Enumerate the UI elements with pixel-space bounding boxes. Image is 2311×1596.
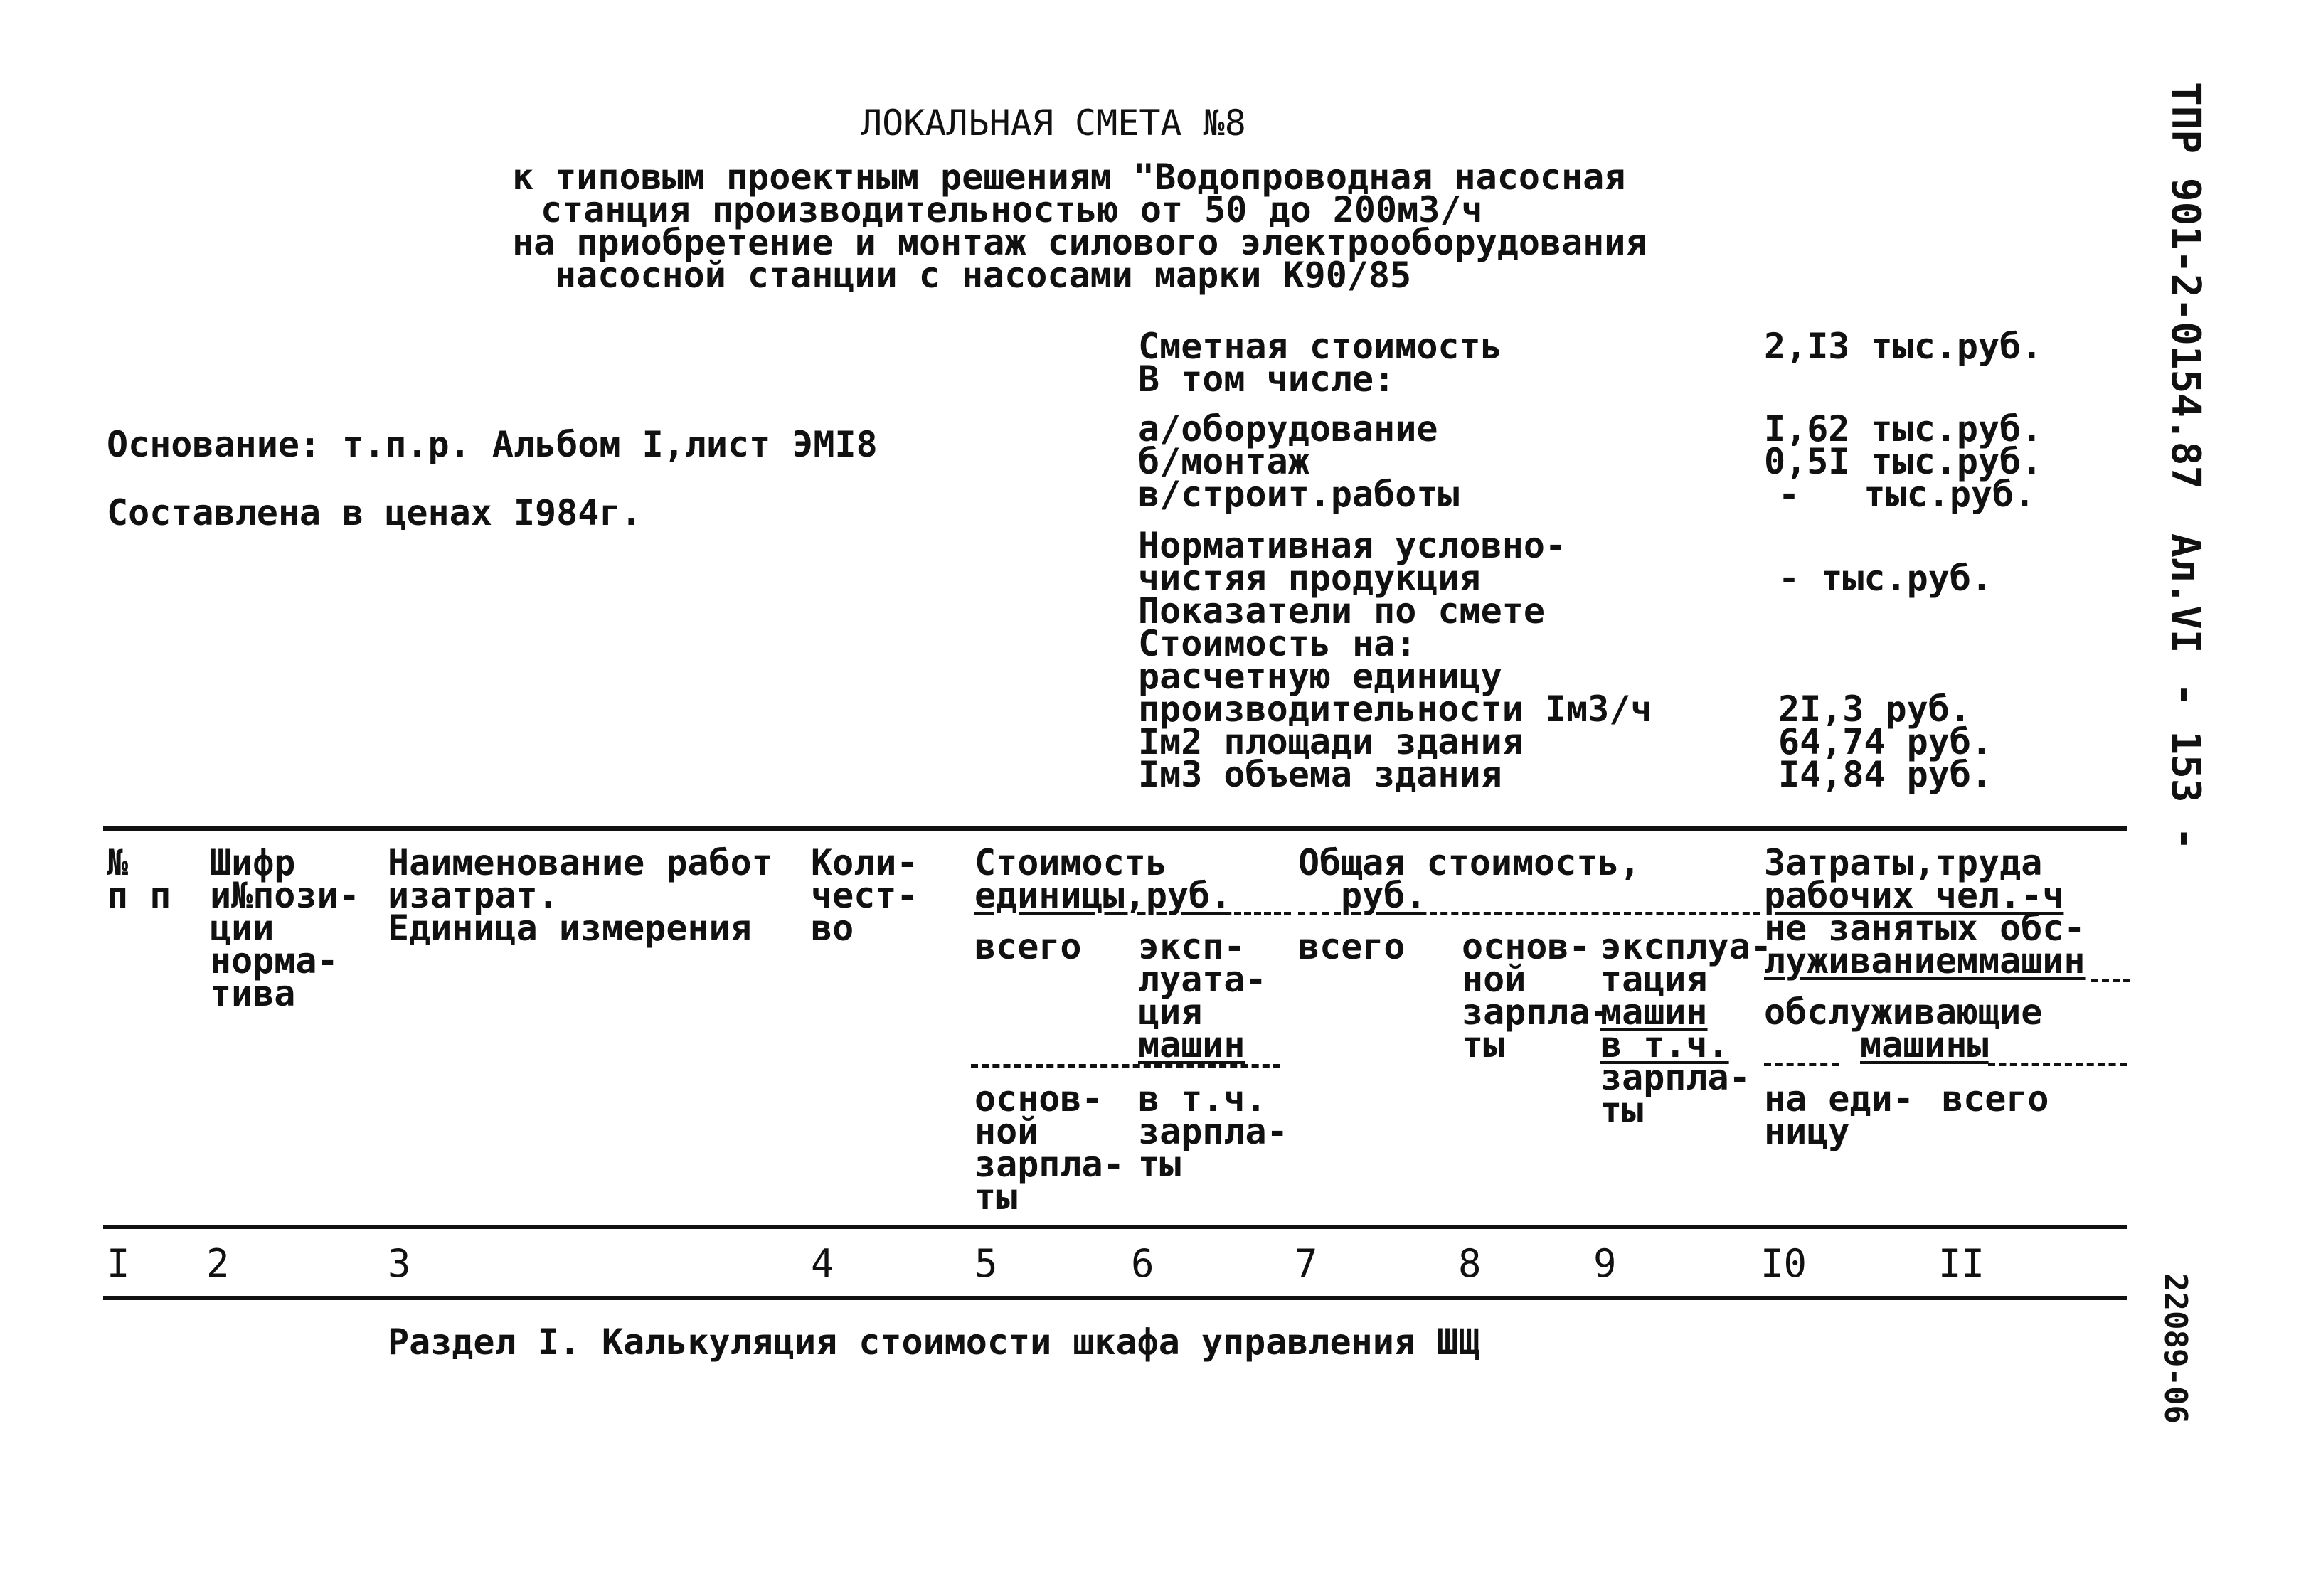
column-number: 4	[811, 1241, 834, 1286]
header-unit-wage: зарпла-	[974, 1144, 1125, 1185]
header-total-wage: зарпла-	[1462, 991, 1612, 1033]
column-number: I	[107, 1241, 130, 1286]
subtitle-line-4: насосной станции с насосами марки К90/85	[555, 255, 1412, 296]
column-number: 3	[388, 1241, 411, 1286]
header-total-machines: зарпла-	[1600, 1057, 1750, 1098]
header-unit-cost-dash	[1234, 912, 1291, 915]
header-labor-unit: ницу	[1764, 1111, 1850, 1152]
cost-value: 64,74 руб.	[1778, 721, 1993, 762]
subtitle-line-1: к типовым проектным решениям "Водопроводная насосная	[512, 156, 1626, 198]
cost-label: Стоимость на:	[1138, 623, 1417, 664]
subtitle-line-2: станция производительностью от 50 до 200м3/ч	[541, 189, 1483, 230]
header-total-machines: машин	[1600, 991, 1708, 1033]
basis-text: Основание: т.п.р. Альбом I,лист ЭМI8	[107, 424, 878, 465]
header-total-wage: ной	[1462, 959, 1526, 1000]
header-col-name: Наименование работ	[388, 842, 773, 883]
column-number: 5	[974, 1241, 998, 1286]
header-labor-serv-dash	[1988, 1063, 2127, 1066]
header-labor-serv: обслуживающие	[1764, 991, 2043, 1033]
side-registration-number: 22089-06	[2157, 1273, 2194, 1424]
header-unit-machines: луата-	[1138, 959, 1267, 1000]
header-unit-wage: основ-	[974, 1078, 1103, 1119]
cost-label: Iм3 объема здания	[1138, 754, 1502, 795]
column-number: 2	[206, 1241, 230, 1286]
header-unit-machines: ция	[1138, 991, 1203, 1033]
header-col-code: тива	[210, 973, 296, 1014]
header-total-all: всего	[1298, 926, 1406, 967]
header-unit-incl: в т.ч.	[1138, 1078, 1267, 1119]
header-col-name: Единица измерения	[388, 908, 752, 949]
cost-label: в/строит.работы	[1138, 474, 1460, 515]
header-col-code: Шифр	[210, 842, 296, 883]
side-album: Ал.VI	[2162, 533, 2209, 654]
header-unit-cost: Стоимость	[974, 842, 1167, 883]
cost-label: чистяя продукция	[1138, 558, 1481, 599]
header-col-name: изатрат.	[388, 875, 559, 916]
header-col-quantity: во	[811, 908, 854, 949]
cost-value: - тыс.руб.	[1778, 558, 1993, 599]
cost-label: Показатели по смете	[1138, 590, 1545, 632]
side-page-number: - 153 -	[2162, 683, 2209, 851]
header-labor-serv-dash	[1764, 1063, 1839, 1066]
header-col-code: и№пози-	[210, 875, 360, 916]
header-col-quantity: чест-	[811, 875, 918, 916]
cost-label: а/оборудование	[1138, 408, 1438, 449]
header-total-machines: тация	[1600, 959, 1708, 1000]
header-unit-split-dash	[971, 1064, 1280, 1068]
cost-label: б/монтаж	[1138, 441, 1309, 482]
column-number: II	[1938, 1241, 1985, 1286]
prices-text: Составлена в ценах I984г.	[107, 492, 642, 533]
cost-value: 0,5I тыс.руб.	[1764, 441, 2043, 482]
column-numbers-bottom-rule	[103, 1296, 2127, 1300]
cost-value: I4,84 руб.	[1778, 754, 1993, 795]
cost-label: производительности Iм3/ч	[1138, 688, 1652, 730]
header-unit-wage: ты	[974, 1176, 1018, 1218]
header-total-machines: ты	[1600, 1090, 1644, 1131]
column-number: 6	[1131, 1241, 1154, 1286]
header-labor: Затраты,труда	[1764, 842, 2043, 883]
header-total-cost-dash	[1298, 912, 1341, 915]
column-number: 9	[1593, 1241, 1617, 1286]
page-title: ЛОКАЛЬНАЯ СМЕТА №8	[861, 102, 1246, 144]
cost-value: - тыс.руб.	[1778, 474, 2036, 515]
header-labor-not-dash	[2091, 979, 2130, 982]
cost-label: расчетную единицу	[1138, 656, 1502, 697]
cost-value: 2,I3 тыс.руб.	[1764, 326, 2043, 367]
header-col-quantity: Коли-	[811, 842, 918, 883]
header-labor-unit: на еди-	[1764, 1078, 1914, 1119]
header-labor-total: всего	[1942, 1078, 2049, 1119]
cost-value: I,62 тыс.руб.	[1764, 408, 2043, 449]
header-labor-not: не занятых обс-	[1764, 908, 2086, 949]
cost-label: Сметная стоимость	[1138, 326, 1502, 367]
header-col-code: норма-	[210, 940, 339, 981]
cost-label: В том числе:	[1138, 358, 1396, 400]
column-number: I0	[1760, 1241, 1807, 1286]
header-total-cost-dash	[1430, 912, 1760, 915]
header-unit-cost: единицы,руб.	[974, 875, 1232, 916]
header-labor-serv: машины	[1860, 1024, 1989, 1065]
header-unit-wage: ной	[974, 1111, 1039, 1152]
header-total-cost: руб.	[1341, 875, 1427, 916]
column-numbers-top-rule	[103, 1225, 2127, 1229]
section-heading: Раздел I. Калькуляция стоимости шкафа управления ШЩ	[388, 1321, 1480, 1363]
header-unit-total: всего	[974, 926, 1082, 967]
header-total-cost: Общая стоимость,	[1298, 842, 1641, 883]
table-top-rule	[103, 826, 2127, 831]
header-col-number: №	[107, 842, 129, 883]
cost-value: 2I,3 руб.	[1778, 688, 1971, 730]
header-total-wage: основ-	[1462, 926, 1590, 967]
header-unit-incl: зарпла-	[1138, 1111, 1288, 1152]
header-unit-machines: эксп-	[1138, 926, 1245, 967]
header-unit-incl: ты	[1138, 1144, 1181, 1185]
column-number: 8	[1458, 1241, 1482, 1286]
header-col-number: п п	[107, 875, 171, 916]
header-total-machines: эксплуа-	[1600, 926, 1772, 967]
header-labor: рабочих чел.-ч	[1764, 875, 2064, 916]
header-col-code: ции	[210, 908, 275, 949]
column-number: 7	[1295, 1241, 1318, 1286]
header-labor-not: луживаниеммашин	[1764, 940, 2086, 981]
side-project-code: ТПР 901-2-0154.87	[2162, 82, 2209, 490]
cost-label: Iм2 площади здания	[1138, 721, 1524, 762]
subtitle-line-3: на приобретение и монтаж силового электрооборудования	[512, 222, 1647, 263]
header-total-machines: в т.ч.	[1600, 1024, 1729, 1065]
cost-label: Нормативная условно-	[1138, 525, 1567, 566]
header-unit-machines: машин	[1138, 1024, 1245, 1065]
header-total-wage: ты	[1462, 1024, 1505, 1065]
